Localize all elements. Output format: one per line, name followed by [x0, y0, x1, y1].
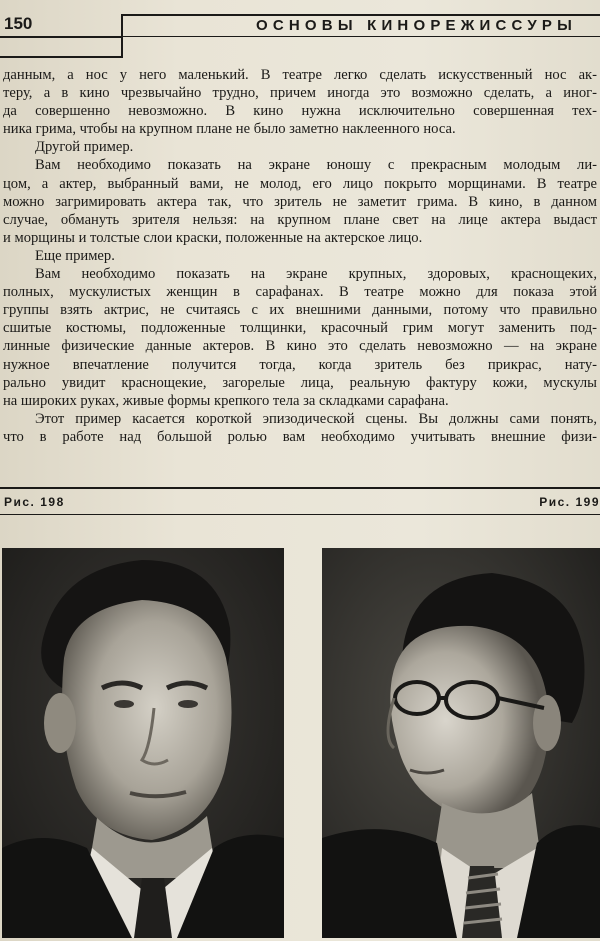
header-rule-top [0, 36, 122, 38]
text-line: и морщины и толстые слои краски, положенные на актерское лицо. [3, 229, 423, 246]
figure-caption-198: Рис. 198 [4, 495, 65, 509]
figure-caption-199: Рис. 199 [539, 495, 600, 509]
text-line: да совершенно невозможно. В кино нужна исключительно совершенная тех- [3, 103, 597, 120]
text-line: полных, мускулистых женщин в сарафанах. В театре можно для показа этой [3, 284, 597, 301]
text-line: ника грима, чтобы на крупном плане не было заметно наклеенного носа. [3, 121, 456, 138]
text-line: что в работе над большой ролью вам необходимо учитывать внешние физи- [3, 428, 597, 445]
text-line: данным, а нос у него маленький. В театре легко сделать искусственный нос ак- [3, 67, 597, 83]
page-number: 150 [4, 14, 33, 33]
text-line: Другой пример. [35, 139, 134, 156]
figure-rule-top [0, 487, 600, 489]
header-rule-bottom [0, 56, 123, 58]
text-line: рально увидит краснощекие, загорелые лица, реальную фактуру кожи, мускулы [3, 374, 597, 391]
portrait-photo-199 [322, 548, 600, 938]
body-text [3, 66, 597, 446]
header-rule-right-low [122, 36, 600, 37]
text-line: цом, а актер, выбранный вами, не молод, его лицо покрыто морщинами. В театре [3, 175, 597, 192]
portrait-photo-198 [2, 548, 284, 938]
running-title: ОСНОВЫ КИНОРЕЖИССУРЫ [256, 17, 577, 34]
header-rule-right [122, 14, 600, 16]
text-line: Вам необходимо показать на экране юношу с прекрасным молодым ли- [35, 157, 597, 174]
text-line: Этот пример касается короткой эпизодической сцены. Вы должны сами понять, [35, 410, 597, 427]
text-line: Еще пример. [35, 247, 115, 264]
text-line: сшитые костюмы, подложенные толщинки, красочный грим могут заменить под- [3, 320, 597, 337]
text-line: нужное впечатление получится тогда, когда зритель без прикрас, нату- [3, 356, 597, 373]
text-line: группы взять актрис, не считаясь с их внешними данными, потому что правильно [3, 302, 597, 319]
text-line: можно загримировать актера так, что зритель не заметит грима. В кино, в данном [3, 193, 597, 210]
text-line: теру, а в кино чрезвычайно трудно, причем иногда это возможно сделать, а иног- [3, 85, 597, 102]
text-line: случае, обмануть зрителя нельзя: на крупном плане свет на лице актера выдаст [3, 211, 597, 228]
text-line: Вам необходимо показать на экране крупных, здоровых, краснощеких, [35, 266, 597, 283]
text-line: линные физические данные актеров. В кино это сделать невозможно — на экране [3, 338, 597, 355]
figure-rule-bottom [0, 514, 600, 515]
text-line: на широких руках, живые формы крепкого тела за складками сарафана. [3, 392, 449, 409]
